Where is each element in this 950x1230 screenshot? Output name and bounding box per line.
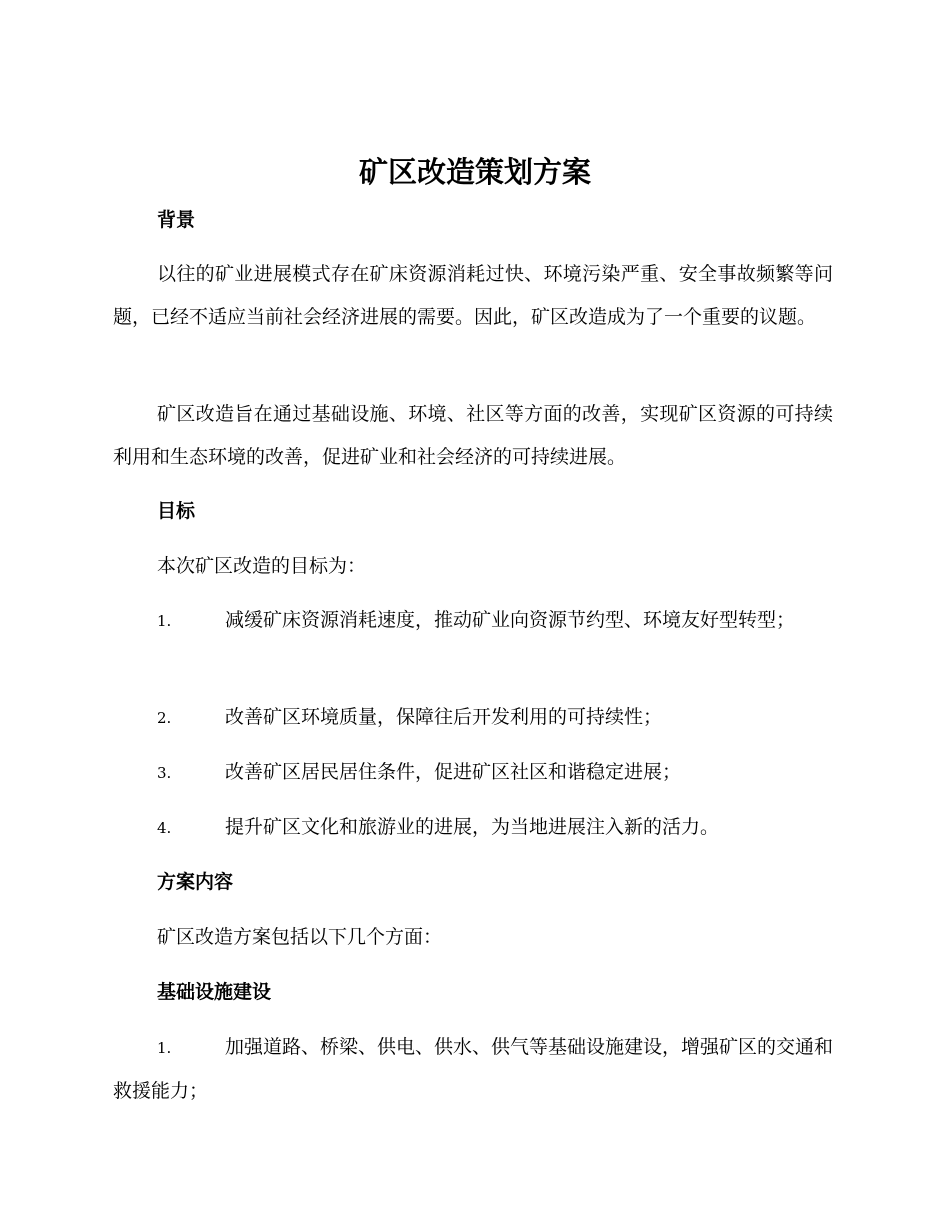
list-text: 提升矿区文化和旅游业的进展，为当地进展注入新的活力。 xyxy=(225,816,720,838)
goals-list-item xyxy=(113,696,833,740)
background-paragraph-2: 矿区改造旨在通过基础设施、环境、社区等方面的改善，实现矿区资源的可持续利用和生态环境的改善，促进矿业和社会经济的可持续进展。 xyxy=(113,403,833,468)
section-heading-plan: 方案内容 xyxy=(157,871,234,893)
list-text: 改善矿区居民居住条件，促进矿区社区和谐稳定进展； xyxy=(225,761,682,783)
list-number: 1. xyxy=(157,1039,172,1057)
list-number: 1. xyxy=(157,612,172,630)
background-paragraph-1: 以往的矿业进展模式存在矿床资源消耗过快、环境污染严重、安全事故频繁等问题，已经不适应当前社会经济进展的需要。因此，矿区改造成为了一个重要的议题。 xyxy=(113,263,833,328)
goals-list-item xyxy=(113,751,833,795)
section-heading-infrastructure: 基础设施建设 xyxy=(157,981,272,1003)
document-title: 矿区改造策划方案 xyxy=(358,155,591,189)
list-text: 减缓矿床资源消耗速度，推动矿业向资源节约型、环境友好型转型； xyxy=(225,609,796,631)
section-heading-goals: 目标 xyxy=(157,500,196,522)
goals-intro: 本次矿区改造的目标为： xyxy=(157,555,367,577)
list-number: 3. xyxy=(157,764,172,782)
list-text: 加强道路、桥梁、供电、供水、供气等基础设施建设，增强矿区的交通和救援能力； xyxy=(113,1036,834,1102)
list-text: 改善矿区环境质量，保障往后开发利用的可持续性； xyxy=(225,706,663,728)
section-heading-background: 背景 xyxy=(157,209,196,231)
list-number: 2. xyxy=(157,709,172,727)
goals-list-item xyxy=(113,599,833,643)
list-number: 4. xyxy=(157,819,172,837)
infrastructure-list-item xyxy=(113,1026,833,1112)
goals-list-item xyxy=(113,806,833,850)
plan-intro: 矿区改造方案包括以下几个方面： xyxy=(157,926,443,948)
